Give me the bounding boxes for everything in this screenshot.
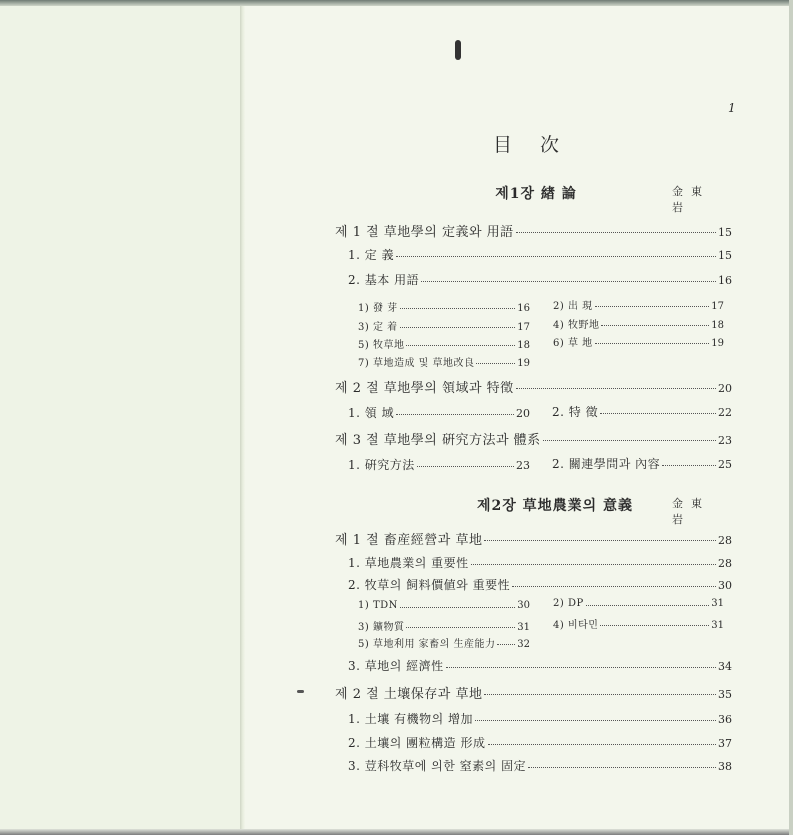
ink-smudge (297, 690, 304, 693)
leader-dots (446, 667, 716, 668)
entry-page: 25 (718, 458, 732, 471)
toc-item[interactable] (348, 657, 732, 674)
toc-item[interactable] (552, 403, 732, 420)
leader-dots (484, 694, 716, 695)
leader-dots (396, 414, 514, 415)
toc-subitem[interactable] (553, 316, 724, 331)
leader-dots (476, 363, 515, 364)
toc-subitem[interactable] (358, 318, 530, 333)
entry-page: 36 (718, 713, 732, 726)
entry-page: 23 (516, 459, 530, 472)
toc-section[interactable] (335, 429, 732, 448)
toc-subitem[interactable] (358, 336, 530, 351)
entry-label: 1) TDN (358, 600, 398, 611)
entry-label: 1. 草地農業의 重要性 (348, 556, 469, 570)
entry-page: 16 (718, 274, 732, 287)
leader-dots (601, 325, 709, 326)
toc-section[interactable] (335, 529, 732, 548)
page-number: 1 (728, 101, 736, 115)
toc-item[interactable] (348, 271, 732, 288)
toc-item[interactable] (348, 757, 732, 774)
entry-page: 17 (711, 301, 724, 312)
toc-subitem[interactable] (358, 635, 530, 650)
leader-dots (396, 256, 716, 257)
toc-subitem[interactable] (553, 334, 724, 349)
entry-label: 1) 發 芽 (358, 303, 398, 314)
entry-page: 20 (516, 407, 530, 420)
leader-dots (586, 605, 710, 606)
entry-page: 22 (718, 406, 732, 419)
leader-dots (516, 388, 716, 389)
entry-label: 4) 牧野地 (553, 320, 600, 331)
leader-dots (497, 644, 515, 645)
entry-page: 17 (517, 322, 530, 333)
entry-label: 2. 基本 用語 (348, 273, 420, 287)
entry-label: 3. 草地의 經濟性 (348, 659, 444, 673)
toc-subitem[interactable] (358, 299, 530, 314)
entry-label: 제 3 절 草地學의 硏究方法과 體系 (335, 433, 541, 448)
entry-label: 제 2 절 草地學의 領域과 特徵 (335, 381, 514, 396)
toc-section[interactable] (335, 683, 732, 702)
toc-subitem[interactable] (358, 600, 530, 611)
entry-page: 32 (517, 639, 530, 650)
right-edge (789, 0, 793, 835)
entry-page: 23 (718, 434, 732, 447)
toc-title: 目次 (492, 134, 587, 156)
entry-label: 5) 牧草地 (358, 340, 405, 351)
leader-dots (406, 345, 515, 346)
toc-section[interactable] (335, 377, 732, 396)
leader-dots (600, 625, 709, 626)
entry-page: 31 (711, 598, 724, 609)
toc-item[interactable] (348, 734, 732, 751)
entry-label: 제 2 절 土壤保存과 草地 (335, 687, 483, 702)
entry-page: 30 (517, 600, 530, 611)
left-page (0, 0, 243, 835)
entry-page: 19 (711, 338, 724, 349)
leader-dots (475, 720, 716, 721)
entry-page: 37 (718, 737, 732, 750)
entry-page: 20 (718, 382, 732, 395)
entry-page: 15 (718, 226, 732, 239)
leader-dots (400, 327, 516, 328)
entry-label: 2. 牧草의 飼料價値와 重要性 (348, 578, 511, 592)
entry-label: 1. 領 域 (348, 406, 395, 420)
leader-dots (595, 343, 710, 344)
entry-label: 1. 土壤 有機物의 增加 (348, 712, 473, 726)
toc-subitem[interactable] (358, 618, 530, 633)
leader-dots (417, 466, 514, 467)
toc-subitem[interactable] (553, 616, 724, 631)
entry-label: 2) DP (553, 598, 584, 609)
leader-dots (488, 744, 717, 745)
chapter-author: 金東岩 (672, 185, 710, 214)
leader-dots (400, 607, 515, 608)
toc-item[interactable] (348, 576, 732, 593)
entry-label: 3) 鑛物質 (358, 622, 405, 633)
chapter-author: 金東岩 (672, 497, 710, 526)
leader-dots (400, 308, 516, 309)
leader-dots (662, 465, 716, 466)
toc-item[interactable] (552, 455, 732, 472)
entry-label: 5) 草地利用 家畜의 生産能力 (358, 639, 496, 650)
entry-page: 34 (718, 660, 732, 673)
toc-item[interactable] (348, 456, 530, 473)
leader-dots (512, 586, 716, 587)
entry-label: 3) 定 着 (358, 322, 398, 333)
entry-page: 28 (718, 534, 732, 547)
entry-page: 35 (718, 688, 732, 701)
leader-dots (543, 440, 716, 441)
toc-item[interactable] (348, 710, 732, 727)
entry-page: 31 (517, 622, 530, 633)
book-gutter (240, 0, 245, 835)
chapter-title: 제1장 緖 論 (495, 186, 577, 202)
entry-page: 19 (517, 358, 530, 369)
toc-item[interactable] (348, 404, 530, 421)
toc-section[interactable] (335, 221, 732, 240)
leader-dots (471, 564, 716, 565)
leader-dots (528, 767, 716, 768)
ink-smudge (455, 40, 461, 60)
leader-dots (595, 306, 710, 307)
leader-dots (600, 413, 716, 414)
entry-label: 1. 定 義 (348, 248, 395, 262)
entry-label: 4) 비타민 (553, 620, 599, 631)
entry-page: 15 (718, 249, 732, 262)
entry-label: 제 1 절 草地學의 定義와 用語 (335, 225, 514, 240)
leader-dots (516, 232, 716, 233)
entry-page: 38 (718, 760, 732, 773)
toc-item[interactable] (348, 554, 732, 571)
entry-label: 2) 出 現 (553, 301, 593, 312)
entry-label: 3. 荳科牧草에 의한 窒素의 固定 (348, 759, 527, 773)
entry-label: 6) 草 地 (553, 338, 593, 349)
entry-label: 1. 硏究方法 (348, 458, 415, 472)
entry-label: 2. 土壤의 團粒構造 形成 (348, 736, 486, 750)
entry-page: 18 (517, 340, 530, 351)
entry-label: 7) 草地造成 및 草地改良 (358, 358, 475, 369)
entry-page: 30 (718, 579, 732, 592)
leader-dots (406, 627, 515, 628)
toc-subitem[interactable] (553, 598, 724, 609)
entry-page: 18 (711, 320, 724, 331)
entry-label: 2. 關連學問과 內容 (552, 457, 661, 471)
toc-subitem[interactable] (553, 297, 724, 312)
toc-item[interactable] (348, 246, 732, 263)
bottom-edge (0, 829, 793, 835)
top-edge (0, 0, 793, 6)
leader-dots (421, 281, 716, 282)
entry-page: 28 (718, 557, 732, 570)
entry-label: 2. 特 徵 (552, 405, 599, 419)
entry-page: 31 (711, 620, 724, 631)
entry-page: 16 (517, 303, 530, 314)
leader-dots (484, 540, 716, 541)
chapter-title: 제2장 草地農業의 意義 (476, 498, 634, 514)
toc-subitem[interactable] (358, 354, 530, 369)
entry-label: 제 1 절 畜産經營과 草地 (335, 533, 483, 548)
